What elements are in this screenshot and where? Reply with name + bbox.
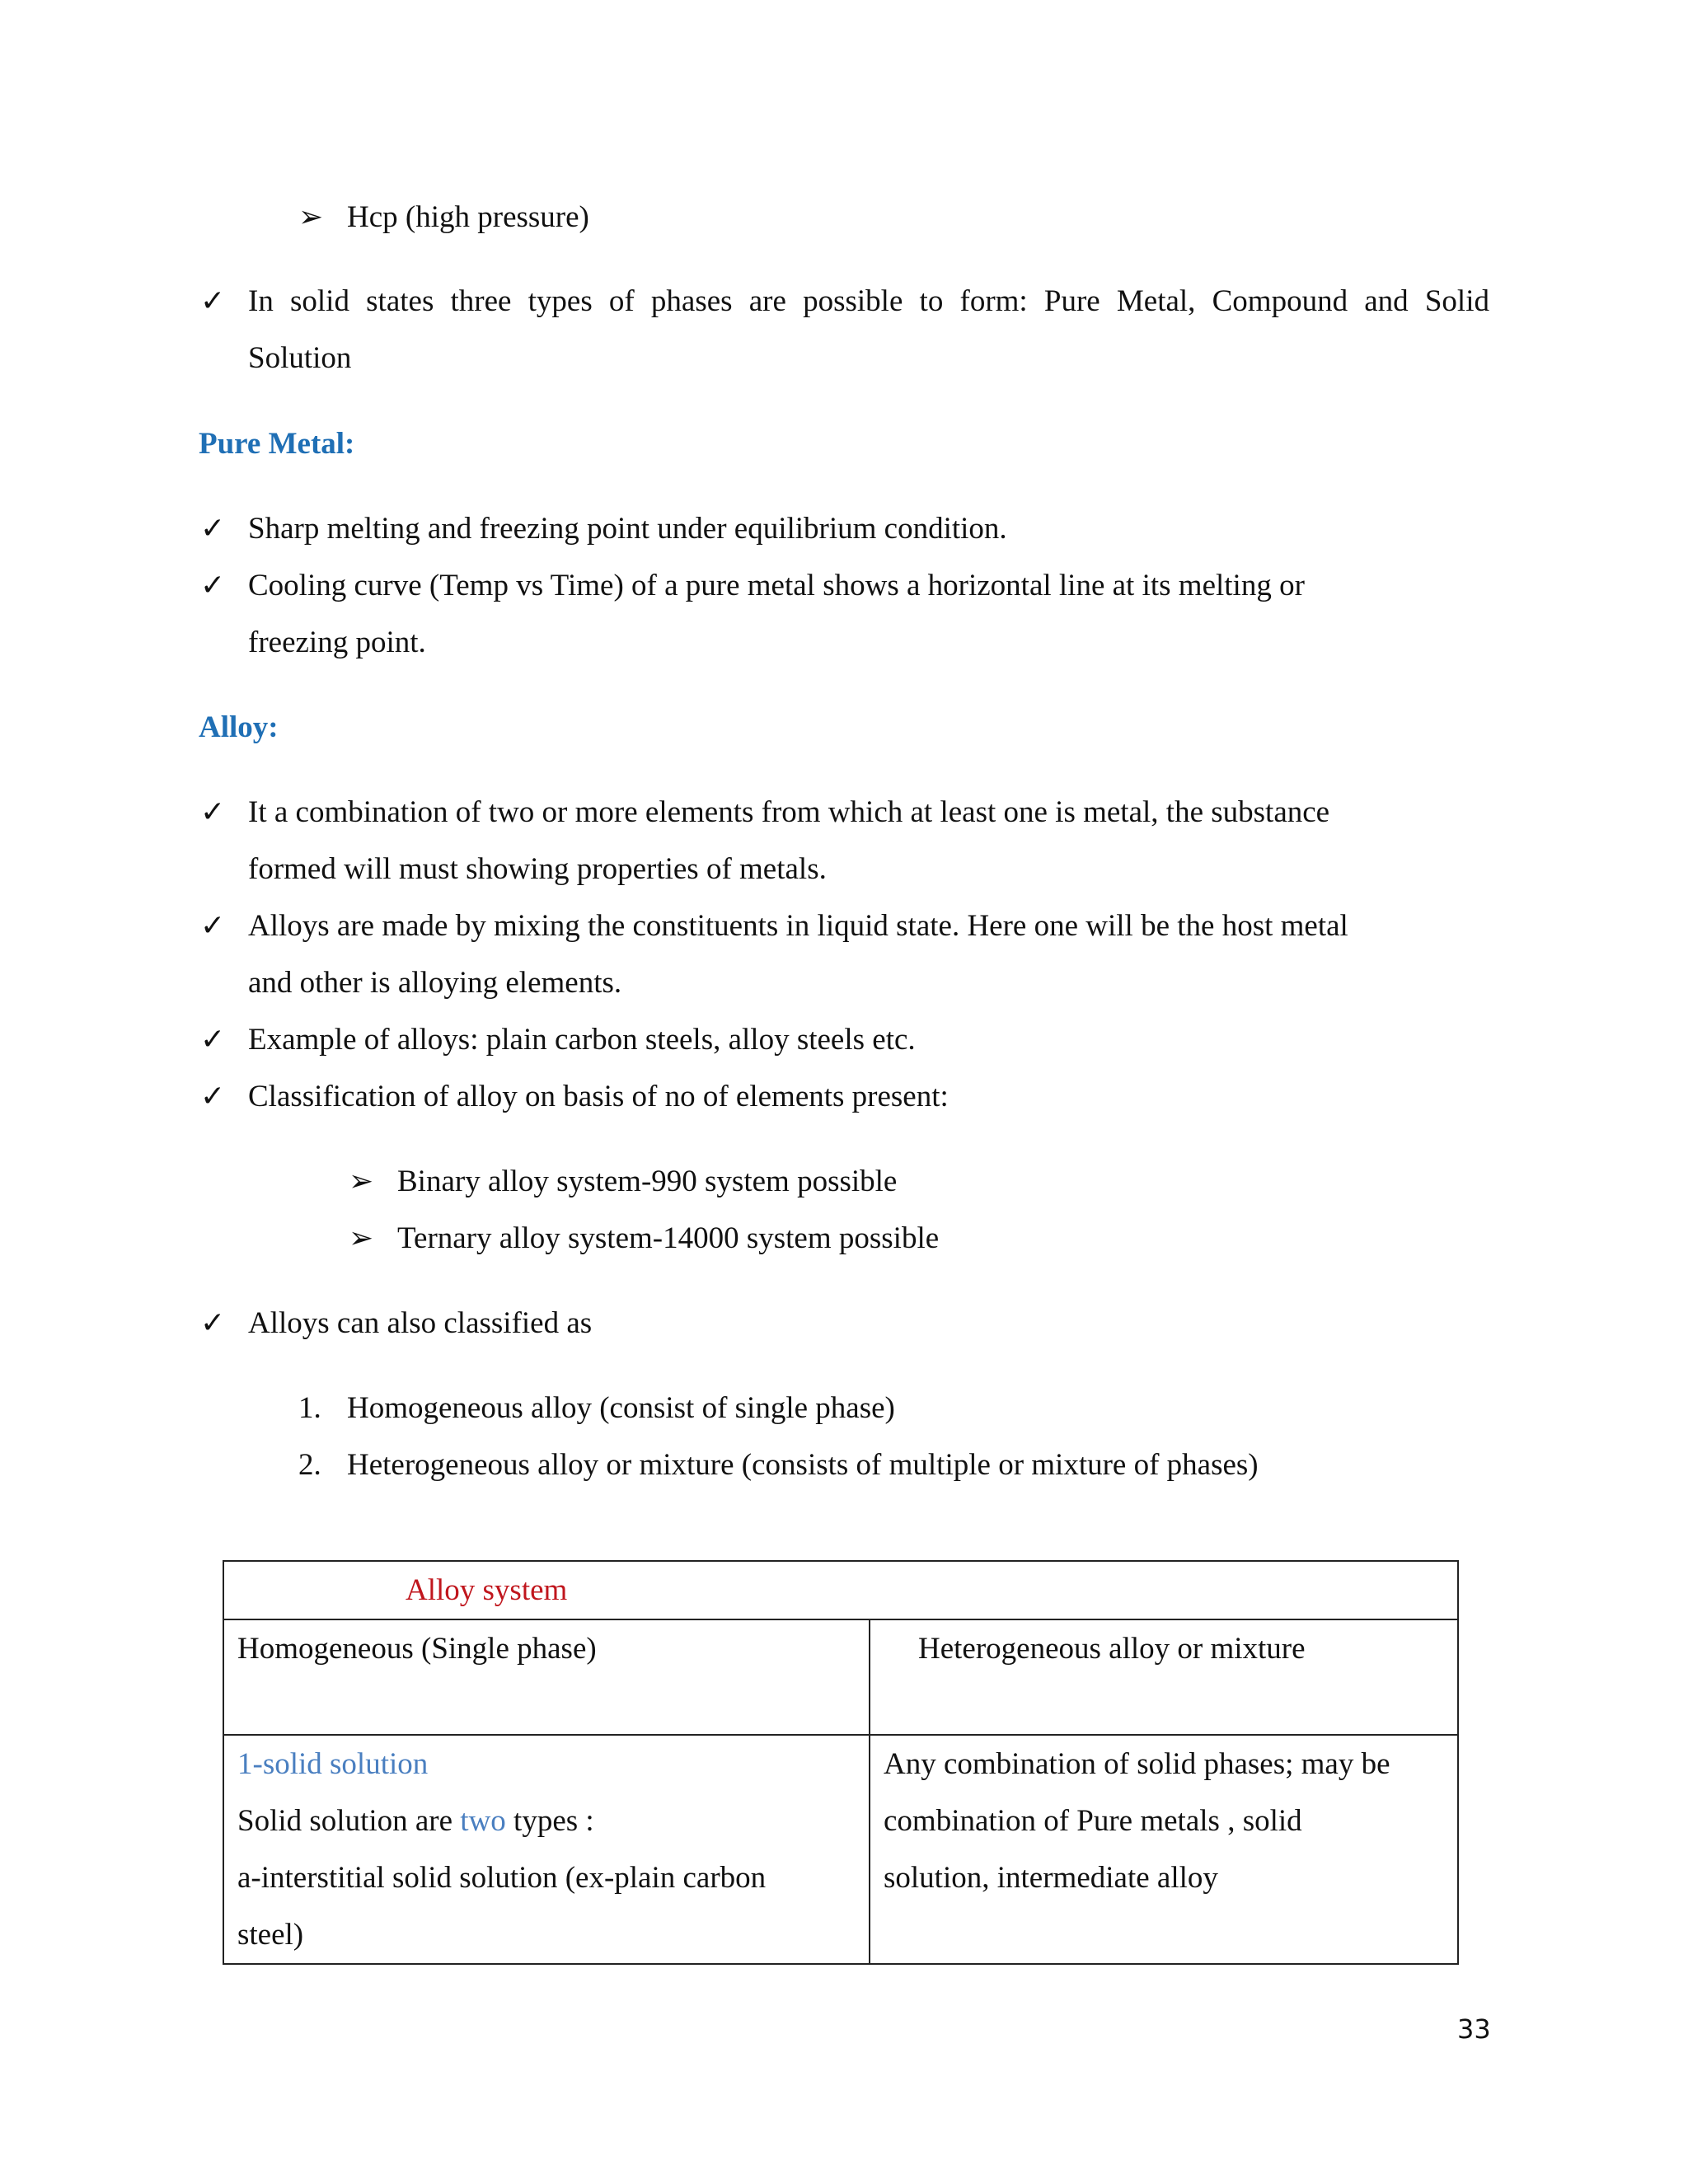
table-title: Alloy system	[406, 1573, 568, 1607]
sub-item-ternary: Ternary alloy system-14000 system possible	[397, 1221, 940, 1255]
section-heading-pure-metal: Pure Metal:	[199, 427, 355, 461]
list-item-sharp-melting: Sharp melting and freezing point under equilibrium condition.	[248, 512, 1007, 546]
sub-item-binary: Binary alloy system-990 system possible	[397, 1165, 898, 1198]
column-header-homogeneous: Homogeneous (Single phase)	[237, 1632, 597, 1666]
list-item-also-classified: Alloys can also classified as	[248, 1306, 593, 1340]
page-number: 33	[1457, 2013, 1491, 2045]
list-item-combination-line2: formed will must showing properties of metals.	[248, 852, 827, 886]
cell-line-solid-solution: 1-solid solution	[237, 1747, 429, 1781]
table-header-cell	[870, 1619, 1458, 1735]
arrow-bullet-icon: ➢	[349, 1165, 374, 1198]
table-header-cell	[223, 1619, 870, 1735]
list-item-mixing-line1: Alloys are made by mixing the constituents in liquid state. Here one will be the host metal	[248, 909, 1348, 943]
check-bullet-icon: ✓	[200, 1080, 226, 1113]
table-title-cell	[223, 1561, 1458, 1619]
check-bullet-icon: ✓	[200, 569, 226, 602]
cell-line-pure-metals: combination of Pure metals , solid	[884, 1804, 1302, 1838]
list-item-cooling-curve-line2: freezing point.	[248, 626, 426, 659]
check-bullet-icon: ✓	[200, 795, 226, 829]
numbered-item-homogeneous: Homogeneous alloy (consist of single phase)	[347, 1391, 895, 1425]
list-item-example: Example of alloys: plain carbon steels, alloy steels etc.	[248, 1023, 916, 1057]
cell-text: Solid solution are	[237, 1804, 461, 1838]
cell-text: types :	[505, 1804, 594, 1838]
check-bullet-icon: ✓	[200, 1306, 226, 1340]
table-cell	[223, 1735, 870, 1964]
check-bullet-icon: ✓	[200, 1023, 226, 1057]
check-bullet-icon: ✓	[200, 512, 226, 546]
arrow-bullet-icon: ➢	[349, 1221, 374, 1255]
table-row	[223, 1619, 1458, 1735]
numbered-marker-2: 2.	[298, 1448, 321, 1482]
list-item-solid-states-line1: In solid states three types of phases are possible to form: Pure Metal, Compound and Solid	[248, 284, 1489, 318]
list-item-mixing-line2: and other is alloying elements.	[248, 966, 622, 1000]
table-row	[223, 1735, 1458, 1964]
list-item-hcp: Hcp (high pressure)	[347, 200, 589, 234]
cell-line-intermediate: solution, intermediate alloy	[884, 1861, 1218, 1895]
arrow-bullet-icon: ➢	[298, 200, 324, 234]
numbered-marker-1: 1.	[298, 1391, 321, 1425]
cell-line-types	[237, 1793, 856, 1849]
column-header-heterogeneous: Heterogeneous alloy or mixture	[918, 1632, 1306, 1666]
cell-line-steel: steel)	[237, 1918, 304, 1952]
cell-line-any-combination: Any combination of solid phases; may be	[884, 1747, 1390, 1781]
list-item-solid-states-line2: Solution	[248, 341, 352, 375]
list-item-classification: Classification of alloy on basis of no of elements present:	[248, 1080, 949, 1113]
list-item-cooling-curve-line1: Cooling curve (Temp vs Time) of a pure metal shows a horizontal line at its melting or	[248, 569, 1305, 602]
check-bullet-icon: ✓	[200, 284, 226, 318]
section-heading-alloy: Alloy:	[199, 710, 279, 744]
alloy-system-table	[223, 1560, 1459, 1965]
cell-line-interstitial: a-interstitial solid solution (ex-plain carbon	[237, 1861, 767, 1895]
cell-text-highlight: two	[460, 1804, 506, 1838]
list-item-combination-line1: It a combination of two or more elements from which at least one is metal, the substance	[248, 795, 1330, 829]
numbered-item-heterogeneous: Heterogeneous alloy or mixture (consists of multiple or mixture of phases)	[347, 1448, 1259, 1482]
table-row	[223, 1561, 1458, 1619]
table-cell	[870, 1735, 1458, 1964]
check-bullet-icon: ✓	[200, 909, 226, 943]
